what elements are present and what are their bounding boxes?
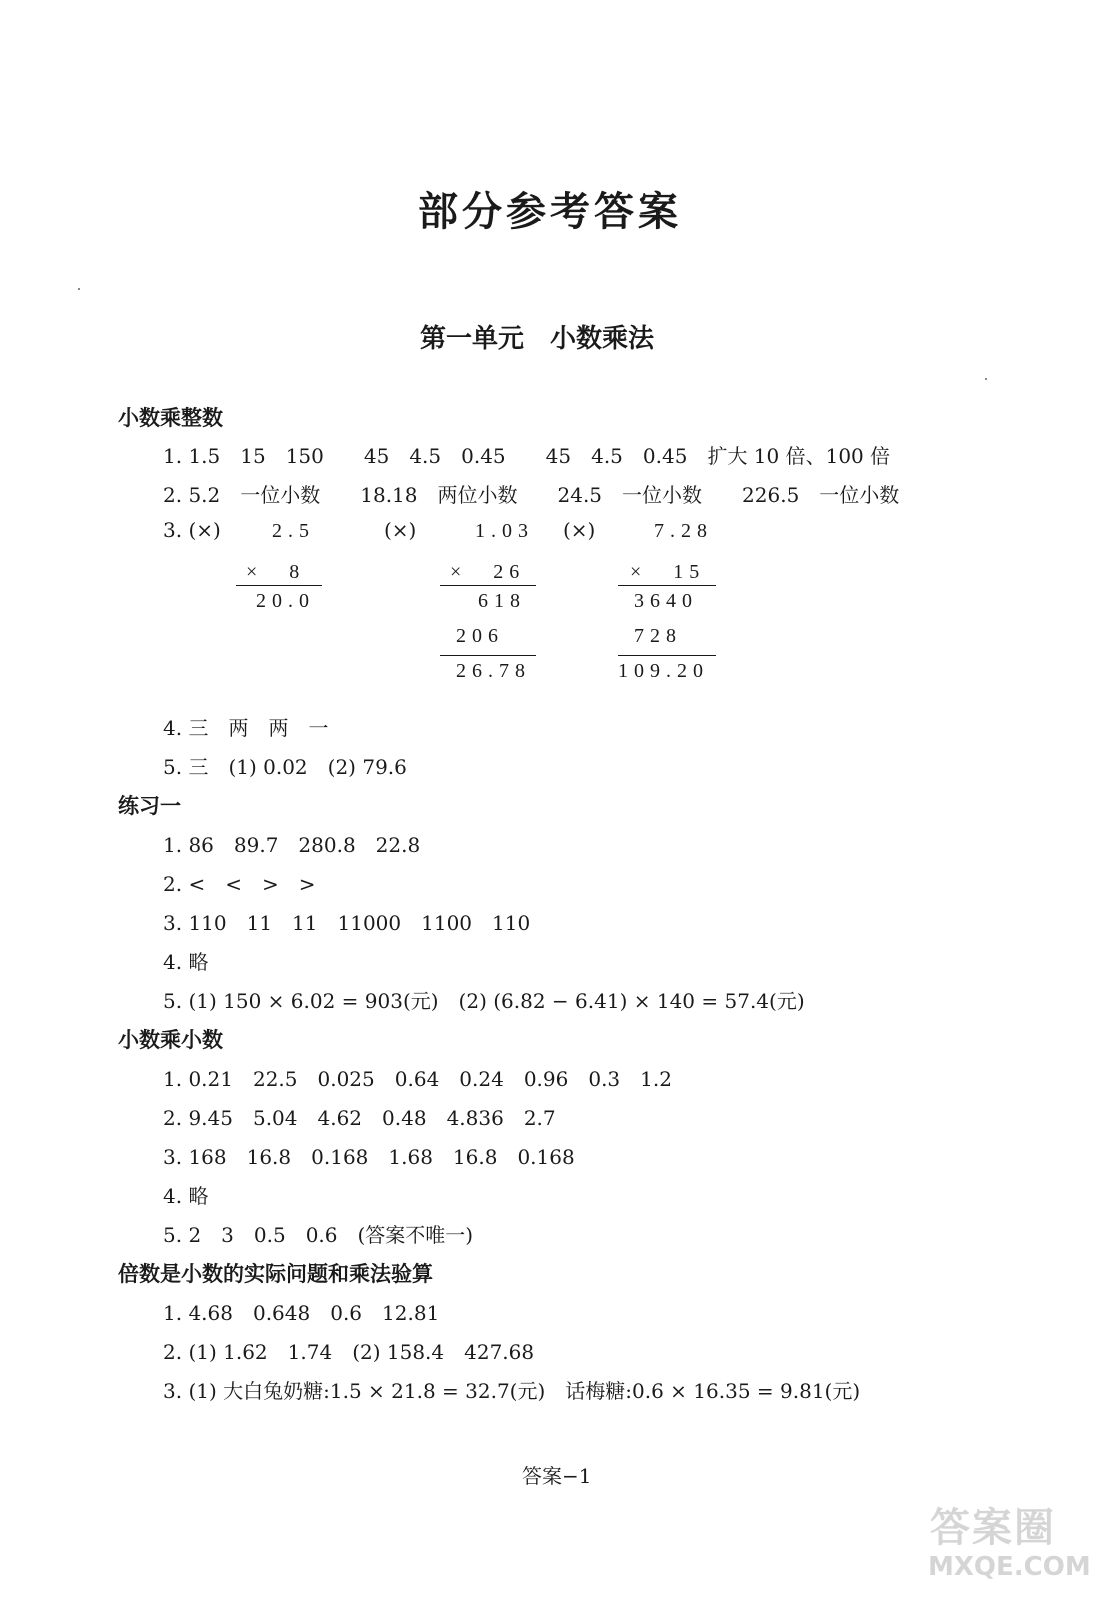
answer-line: 2. 9.45 5.04 4.62 0.48 4.836 2.7 — [163, 1106, 556, 1130]
page-number: 答案−1 — [522, 1464, 592, 1488]
section-heading: 小数乘小数 — [118, 1028, 223, 1052]
calc-c-partial: 3640 — [634, 590, 698, 612]
calc-b-rule — [440, 655, 536, 656]
section-heading: 练习一 — [118, 794, 181, 818]
answer-line: 1. 0.21 22.5 0.025 0.64 0.24 0.96 0.3 1.2 — [163, 1067, 672, 1091]
answer-line: 5. (1) 150 × 6.02 = 903(元) (2) (6.82 − 6.41) × 140 = 57.4(元) — [163, 989, 805, 1013]
answer-line: 4. 三 两 两 一 — [163, 716, 329, 740]
stray-dot — [985, 378, 987, 380]
calc-c-partial: 728 — [634, 625, 682, 647]
calc-b-mult: × 26 — [450, 561, 526, 583]
q3-mark: (×) — [563, 518, 596, 542]
calc-b-partial: 618 — [478, 590, 526, 612]
calc-a-rule — [236, 585, 322, 586]
answer-line: 1. 86 89.7 280.8 22.8 — [163, 833, 421, 857]
section-heading: 小数乘整数 — [118, 406, 223, 430]
calc-c-rule — [618, 585, 716, 586]
answer-line: 2. < < > > — [163, 872, 316, 896]
calc-b-result: 26.78 — [456, 660, 531, 682]
answer-line: 3. (1) 大白兔奶糖:1.5 × 21.8 = 32.7(元) 话梅糖:0.6 × 16.35 = 9.81(元) — [163, 1379, 861, 1403]
calc-b-top: 1.03 — [475, 520, 534, 542]
calc-c-result: 109.20 — [618, 660, 709, 682]
answer-line: 1. 4.68 0.648 0.6 12.81 — [163, 1301, 440, 1325]
answer-line: 2. 5.2 一位小数 18.18 两位小数 24.5 一位小数 226.5 一位小数 — [163, 483, 900, 507]
q3-mark: (×) — [384, 518, 417, 542]
calc-c-rule — [618, 655, 716, 656]
page-title: 部分参考答案 — [418, 188, 682, 235]
calc-a-result: 20.0 — [256, 590, 315, 612]
calc-a-mult: × 8 — [246, 561, 306, 583]
section-heading: 倍数是小数的实际问题和乘法验算 — [118, 1262, 433, 1286]
calc-c-top: 7.28 — [654, 520, 713, 542]
answer-line: 4. 略 — [163, 1184, 209, 1208]
calc-b-partial: 206 — [456, 625, 504, 647]
stray-dot — [78, 288, 80, 290]
calc-a-top: 2.5 — [272, 520, 315, 542]
watermark-url: MXQE.COM — [928, 1552, 1091, 1582]
answer-line: 2. (1) 1.62 1.74 (2) 158.4 427.68 — [163, 1340, 535, 1364]
answer-line: 5. 三 (1) 0.02 (2) 79.6 — [163, 755, 407, 779]
unit-heading: 第一单元 小数乘法 — [420, 324, 655, 354]
answer-line: 1. 1.5 15 150 45 4.5 0.45 45 4.5 0.45 扩大 10 倍、100 倍 — [163, 444, 891, 468]
answer-line: 5. 2 3 0.5 0.6 (答案不唯一) — [163, 1223, 474, 1247]
calc-c-mult: × 15 — [630, 561, 706, 583]
answer-line: 3. 110 11 11 11000 1100 110 — [163, 911, 531, 935]
q3-label: 3. (×) — [163, 518, 221, 542]
calc-b-rule — [440, 585, 536, 586]
answer-line: 4. 略 — [163, 950, 209, 974]
watermark-logo: 答案圈 — [930, 1505, 1056, 1551]
answer-line: 3. 168 16.8 0.168 1.68 16.8 0.168 — [163, 1145, 575, 1169]
